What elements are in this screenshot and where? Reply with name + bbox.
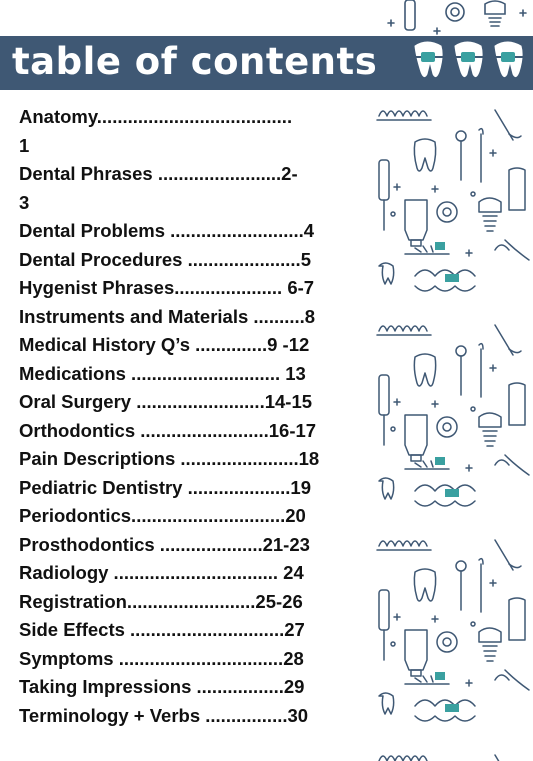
toc-entry[interactable]: Terminology + Verbs ................30 [19, 704, 309, 726]
toc-entry[interactable]: Instruments and Materials ..........8 [19, 305, 316, 327]
toc-entry[interactable]: Pediatric Dentistry ....................19 [19, 476, 311, 498]
dental-pattern-side [375, 90, 533, 761]
toothbrush-icon [405, 0, 415, 30]
toc-entry[interactable]: Registration.........................25-26 [19, 590, 303, 612]
toc-entry-page[interactable]: 1 [19, 134, 30, 156]
toc-entry[interactable]: Dental Problems ..........................4 [19, 220, 315, 241]
dental-implant-icon [485, 1, 505, 26]
toc-entry[interactable]: Radiology ................................ 24 [19, 562, 304, 583]
toc-entry[interactable]: Medical History Q’s ..............9 -12 [19, 334, 310, 355]
toc-entry[interactable]: Hygenist Phrases..................... 6-7 [19, 277, 315, 298]
toc-entry-page[interactable]: 3 [19, 191, 30, 213]
page-title: table of contents [12, 40, 378, 83]
toc-entry[interactable]: Dental Phrases ........................2- [19, 163, 298, 184]
table-of-contents-list [19, 103, 361, 730]
toc-entry[interactable]: Taking Impressions .................29 [19, 676, 305, 697]
toc-entry[interactable]: Periodontics..............................20 [19, 505, 306, 526]
toc-entry[interactable]: Medications ............................. 13 [19, 362, 306, 384]
toc-entry[interactable]: Prosthodontics ....................21-23 [19, 533, 310, 555]
bracket-wire [412, 52, 528, 62]
toc-entry[interactable]: Symptoms ................................28 [19, 647, 304, 669]
toc-entry[interactable]: Dental Procedures ......................5 [19, 248, 311, 270]
braces-teeth-icon [410, 40, 530, 88]
toc-entry[interactable]: Orthodontics .........................16-17 [19, 419, 317, 441]
toc-entry[interactable]: Anatomy...................................... [19, 106, 293, 127]
toc-entry[interactable]: Pain Descriptions .......................18 [19, 448, 320, 469]
dental-pattern-top [375, 0, 533, 36]
toc-entry[interactable]: Oral Surgery .........................14-15 [19, 391, 313, 412]
floss-icon [446, 3, 464, 21]
toc-entry[interactable]: Side Effects ..............................27 [19, 619, 305, 640]
